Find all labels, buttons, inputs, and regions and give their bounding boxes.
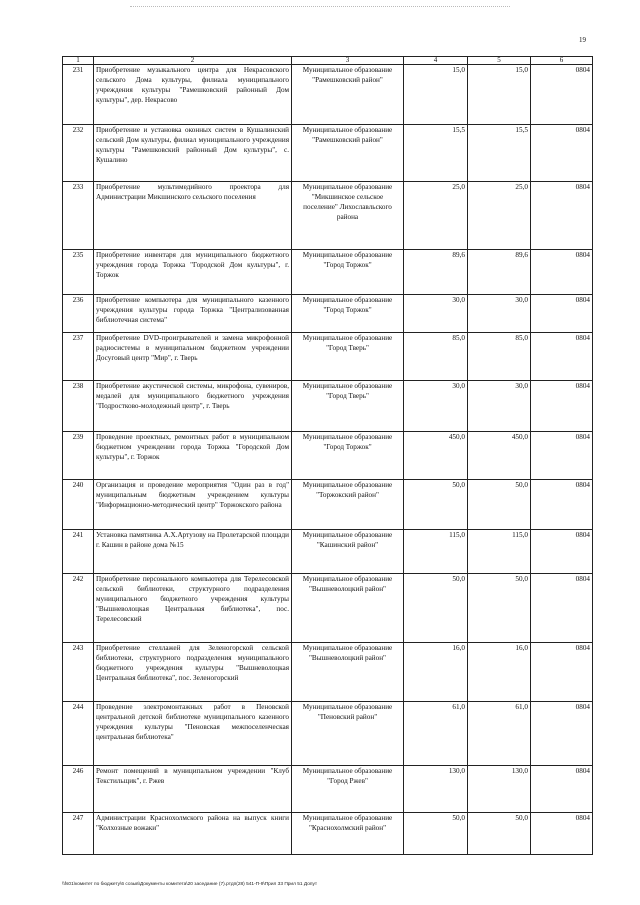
row-description: Приобретение DVD-проигрывателей и замена микрофонной радиосистемы в муниципальном бюджетном учреждении Досуговый центр "Мир", г. Тверь	[94, 333, 292, 381]
row-number: 231	[63, 65, 94, 125]
row-number: 241	[63, 530, 94, 574]
table-row	[63, 333, 593, 381]
row-code: 0804	[531, 643, 593, 702]
table-row	[63, 643, 593, 702]
row-number: 236	[63, 295, 94, 333]
row-recipient: Муниципальное образование "Пеновский район"	[292, 702, 404, 766]
row-description: Приобретение стеллажей для Зеленогорской сельской библиотеки, структурного подразделения муниципального бюджетного учреждения культуры "Вышневолоцкая Центральная библиотека", пос. Зеленогорский	[94, 643, 292, 702]
row-amount-total: 115,0	[468, 530, 531, 574]
row-recipient: Муниципальное образование "Кашинский район"	[292, 530, 404, 574]
header-cell: 2	[94, 57, 292, 65]
row-amount: 30,0	[404, 295, 468, 333]
row-amount-total: 30,0	[468, 295, 531, 333]
row-code: 0804	[531, 574, 593, 643]
row-code: 0804	[531, 250, 593, 295]
row-code: 0804	[531, 530, 593, 574]
row-amount-total: 85,0	[468, 333, 531, 381]
row-number: 244	[63, 702, 94, 766]
row-description: Приобретение инвентаря для муниципального бюджетного учреждения города Торжка "Городской Дом культуры", г. Торжок	[94, 250, 292, 295]
row-recipient: Муниципальное образование "Город Торжок"	[292, 295, 404, 333]
row-number: 238	[63, 381, 94, 432]
table-row	[63, 432, 593, 480]
row-amount-total: 30,0	[468, 381, 531, 432]
row-number: 239	[63, 432, 94, 480]
row-number: 242	[63, 574, 94, 643]
row-amount: 50,0	[404, 813, 468, 855]
row-amount-total: 130,0	[468, 766, 531, 813]
row-code: 0804	[531, 702, 593, 766]
row-amount-total: 61,0	[468, 702, 531, 766]
table-header-row	[63, 57, 593, 65]
row-recipient: Муниципальное образование "Краснохолмский район"	[292, 813, 404, 855]
row-amount: 85,0	[404, 333, 468, 381]
row-amount-total: 50,0	[468, 574, 531, 643]
row-amount: 61,0	[404, 702, 468, 766]
row-code: 0804	[531, 65, 593, 125]
row-code: 0804	[531, 480, 593, 530]
row-recipient: Муниципальное образование "Микшинское сельское поселение" Лихославльского района	[292, 182, 404, 250]
row-recipient: Муниципальное образование "Город Торжок"	[292, 250, 404, 295]
header-cell: 5	[468, 57, 531, 65]
header-cell: 3	[292, 57, 404, 65]
row-amount: 16,0	[404, 643, 468, 702]
header-cell: 1	[63, 57, 94, 65]
table-row	[63, 65, 593, 125]
row-code: 0804	[531, 432, 593, 480]
row-amount: 50,0	[404, 480, 468, 530]
row-number: 235	[63, 250, 94, 295]
row-recipient: Муниципальное образование "Рамешковский район"	[292, 125, 404, 182]
scan-artifact-line	[130, 6, 510, 8]
table-row	[63, 574, 593, 643]
row-amount: 25,0	[404, 182, 468, 250]
table-row	[63, 125, 593, 182]
row-number: 233	[63, 182, 94, 250]
row-recipient: Муниципальное образование "Вышневолоцкий район"	[292, 643, 404, 702]
page-number: 19	[579, 36, 586, 44]
row-amount: 130,0	[404, 766, 468, 813]
header-cell: 6	[531, 57, 593, 65]
row-description: Проведение проектных, ремонтных работ в муниципальном бюджетном учреждении города Торжка "Городской Дом культуры", г. Торжок	[94, 432, 292, 480]
header-cell: 4	[404, 57, 468, 65]
row-description: Ремонт помещений в муниципальном учреждении "Клуб Текстильщик", г. Ржев	[94, 766, 292, 813]
row-amount-total: 15,0	[468, 65, 531, 125]
table-row	[63, 250, 593, 295]
row-number: 240	[63, 480, 94, 530]
table-row	[63, 480, 593, 530]
row-code: 0804	[531, 125, 593, 182]
row-description: Приобретение и установка оконных систем в Кушалинский сельский Дом культуры, филиал муниципального учреждения культуры "Рамешковский районный Дом культуры", с. Кушалино	[94, 125, 292, 182]
table-row	[63, 381, 593, 432]
appropriations-table	[62, 56, 593, 855]
row-code: 0804	[531, 333, 593, 381]
row-recipient: Муниципальное образование "Город Тверь"	[292, 333, 404, 381]
row-amount: 89,6	[404, 250, 468, 295]
row-amount-total: 15,5	[468, 125, 531, 182]
row-number: 243	[63, 643, 94, 702]
table-row	[63, 813, 593, 855]
row-description: Приобретение персонального компьютера для Терелесовской сельской библиотеки, структурного подразделения муниципального бюджетного учреждения культуры "Вышневолоцкая Центральная библиотека", пос. Терелесовский	[94, 574, 292, 643]
row-recipient: Муниципальное образование "Вышневолоцкий район"	[292, 574, 404, 643]
table-row	[63, 702, 593, 766]
row-description: Приобретение музыкального центра для Некрасовского сельского Дома культуры, филиала муниципального учреждения культуры "Рамешковский районный Дом культуры", дер. Некрасово	[94, 65, 292, 125]
row-description: Установка памятника А.Х.Артузову на Пролетарской площади г. Кашин в районе дома №15	[94, 530, 292, 574]
row-amount-total: 16,0	[468, 643, 531, 702]
row-description: Приобретение компьютера для муниципального казенного учреждения культуры города Торжка "Централизованная библиотечная система"	[94, 295, 292, 333]
row-code: 0804	[531, 295, 593, 333]
row-amount: 30,0	[404, 381, 468, 432]
row-description: Организация и проведение мероприятия "Один раз в год" муниципальным бюджетным учреждением культуры "Информационно-методический центр" Торжокского района	[94, 480, 292, 530]
table-row	[63, 182, 593, 250]
row-amount-total: 89,6	[468, 250, 531, 295]
row-amount: 115,0	[404, 530, 468, 574]
row-description: Приобретение мультимедийного проектора для Администрации Микшинского сельского поселения	[94, 182, 292, 250]
row-amount-total: 25,0	[468, 182, 531, 250]
row-number: 237	[63, 333, 94, 381]
row-amount-total: 50,0	[468, 813, 531, 855]
row-amount-total: 450,0	[468, 432, 531, 480]
row-number: 232	[63, 125, 94, 182]
row-number: 246	[63, 766, 94, 813]
row-description: Администрации Краснохолмского района на выпуск книги "Колхозные вожаки"	[94, 813, 292, 855]
row-recipient: Муниципальное образование "Город Ржев"	[292, 766, 404, 813]
row-recipient: Муниципальное образование "Город Тверь"	[292, 381, 404, 432]
row-code: 0804	[531, 381, 593, 432]
table-row	[63, 530, 593, 574]
table-row	[63, 295, 593, 333]
row-amount-total: 50,0	[468, 480, 531, 530]
row-amount: 15,0	[404, 65, 468, 125]
row-recipient: Муниципальное образование "Рамешковский район"	[292, 65, 404, 125]
table-row	[63, 766, 593, 813]
row-code: 0804	[531, 813, 593, 855]
row-number: 247	[63, 813, 94, 855]
row-recipient: Муниципальное образование "Город Торжок"	[292, 432, 404, 480]
row-code: 0804	[531, 766, 593, 813]
row-amount: 15,5	[404, 125, 468, 182]
row-amount: 50,0	[404, 574, 468, 643]
row-description: Приобретение акустической системы, микрофона, сувениров, медалей для муниципального бюджетного учреждения "Подростково-молодежный центр", г. Тверь	[94, 381, 292, 432]
file-path-footer: \\fs01\комитет по бюджету\6 созыв\Документы комитета\20 заседание (7).pтдп(28) 541-П-9\Прил 33 Прил 51 Допут	[62, 882, 318, 887]
row-code: 0804	[531, 182, 593, 250]
row-recipient: Муниципальное образование "Торжокский район"	[292, 480, 404, 530]
row-description: Проведение электромонтажных работ в Пеновской центральной детской библиотеке муниципального казенного учреждения культуры "Пеновская межпоселенческая центральная библиотека"	[94, 702, 292, 766]
row-amount: 450,0	[404, 432, 468, 480]
